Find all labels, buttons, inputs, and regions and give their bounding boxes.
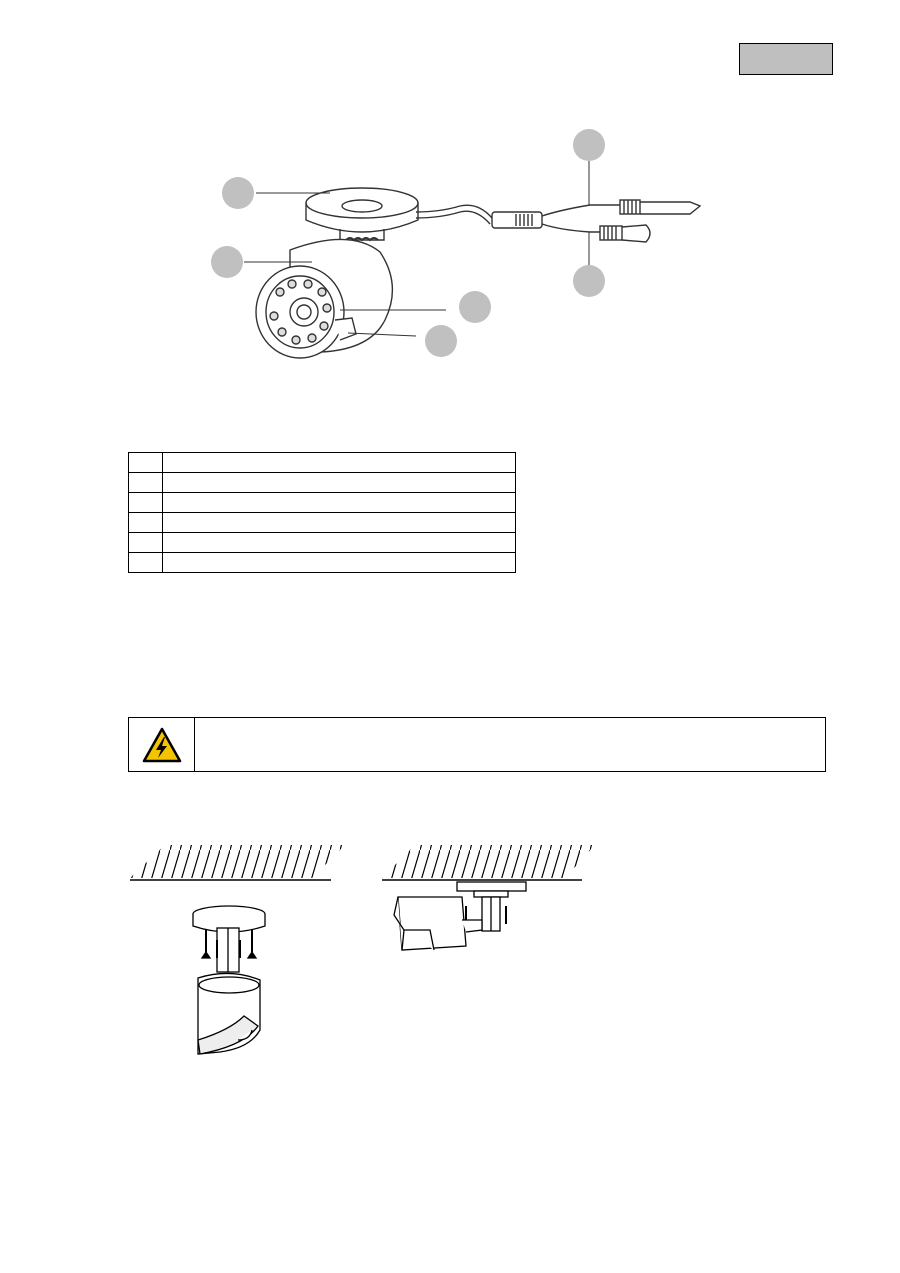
camera-body-drawing (256, 239, 392, 358)
legend-number (129, 513, 163, 533)
table-row (129, 553, 516, 573)
legend-number (129, 553, 163, 573)
callout-power (573, 129, 605, 161)
legend-description (163, 513, 516, 533)
callout-base (222, 177, 254, 209)
legend-description (163, 453, 516, 473)
legend-number (129, 473, 163, 493)
cable-drawing (416, 200, 700, 242)
table-row (129, 453, 516, 473)
legend-description (163, 533, 516, 553)
callout-ir-led (425, 325, 457, 357)
parts-legend-table (128, 452, 516, 573)
exploded-mounting-drawing (193, 906, 265, 1054)
warning-icon-cell (129, 718, 195, 771)
high-voltage-warning-icon (142, 727, 182, 763)
legend-description (163, 553, 516, 573)
legend-description (163, 493, 516, 513)
callout-lens (459, 291, 491, 323)
legend-number (129, 453, 163, 473)
table-row (129, 533, 516, 553)
legend-description (163, 473, 516, 493)
table-row (129, 473, 516, 493)
warning-text (195, 718, 825, 771)
legend-number (129, 493, 163, 513)
ceiling-hatch-left (130, 845, 345, 880)
legend-number (129, 533, 163, 553)
table-row (129, 513, 516, 533)
ceiling-hatch-right (382, 845, 595, 880)
callout-video (573, 265, 605, 297)
mounting-base-drawing (306, 188, 418, 240)
warning-box (128, 717, 826, 772)
mounted-camera-drawing (394, 882, 526, 950)
table-row (129, 493, 516, 513)
camera-overview-illustration (0, 0, 900, 420)
callout-body (211, 246, 243, 278)
